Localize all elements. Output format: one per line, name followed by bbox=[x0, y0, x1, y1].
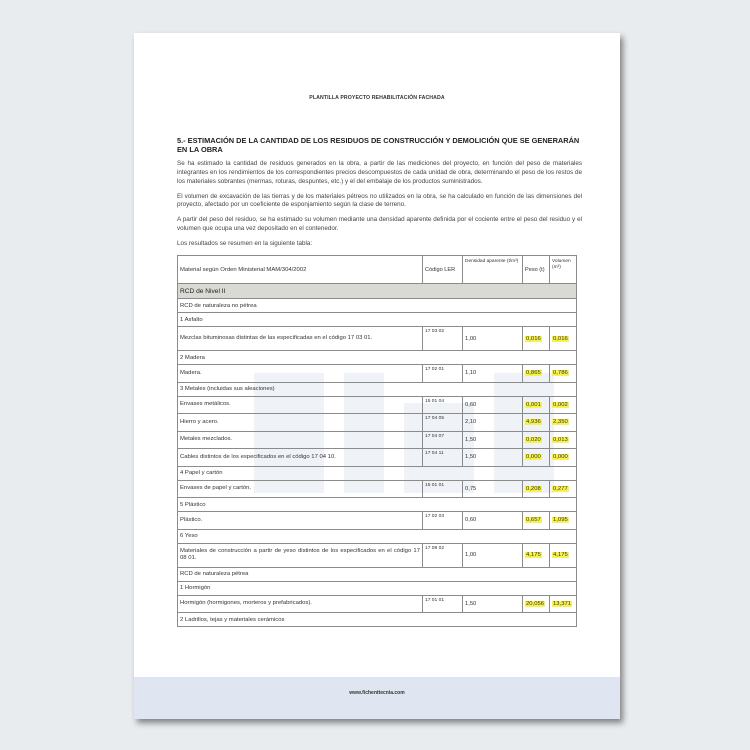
volume-cell bbox=[550, 449, 577, 467]
density-cell: 1,50 bbox=[463, 595, 523, 613]
table-row bbox=[178, 431, 577, 449]
footer-url[interactable]: www.fichenttecnia.com bbox=[349, 690, 405, 696]
document-page bbox=[134, 33, 620, 719]
category-label: 6 Yeso bbox=[178, 529, 577, 543]
category-row bbox=[178, 581, 577, 595]
paragraph: Los resultados se resumen en la siguiente tabla: bbox=[177, 240, 313, 248]
code-cell: 17 04 07 bbox=[423, 431, 463, 449]
volume-value: 0,002 bbox=[553, 401, 568, 408]
table-row bbox=[178, 595, 577, 613]
volume-cell bbox=[550, 327, 577, 351]
volume-cell bbox=[550, 543, 577, 567]
material-cell: Hierro y acero. bbox=[178, 414, 423, 432]
weight-value: 0,865 bbox=[526, 370, 541, 377]
category-row bbox=[178, 313, 577, 327]
volume-cell bbox=[550, 595, 577, 613]
volume-value: 0,016 bbox=[553, 335, 568, 342]
weight-cell bbox=[523, 396, 550, 414]
material-cell: Metales mezclados. bbox=[178, 431, 423, 449]
density-cell: 2,10 bbox=[463, 414, 523, 432]
level-label: RCD de Nivel II bbox=[178, 284, 577, 299]
volume-cell bbox=[550, 414, 577, 432]
material-cell: Materiales de construcción a partir de yeso distintos de los especificados en el código 17 08 01. bbox=[178, 543, 423, 567]
density-cell: 1,00 bbox=[463, 327, 523, 351]
category-label: 4 Papel y cartón bbox=[178, 466, 577, 480]
table-row bbox=[178, 543, 577, 567]
weight-value: 0,001 bbox=[526, 401, 541, 408]
material-cell: Madera. bbox=[178, 365, 423, 383]
material-cell: Cables distintos de los especificados en el código 17 04 10. bbox=[178, 449, 423, 467]
weight-value: 0,016 bbox=[526, 335, 541, 342]
category-label: 1 Asfalto bbox=[178, 313, 577, 327]
weight-value: 0,208 bbox=[526, 485, 541, 492]
table-row bbox=[178, 396, 577, 414]
level-row bbox=[178, 284, 577, 299]
volume-cell bbox=[550, 365, 577, 383]
density-cell: 0,60 bbox=[463, 512, 523, 530]
volume-value: 0,786 bbox=[553, 370, 568, 377]
weight-value: 0,020 bbox=[526, 436, 541, 443]
category-label: 2 Ladrillos, tejas y materiales cerámicos bbox=[178, 613, 577, 627]
category-row bbox=[178, 466, 577, 480]
column-header-volume: Volumen (m³) bbox=[550, 256, 577, 284]
volume-value: 4,175 bbox=[553, 552, 568, 559]
weight-value: 20,056 bbox=[526, 600, 545, 607]
paragraph: A partir del peso del residuo, se ha estimado su volumen mediante una densidad aparente definida por el cociente entre el peso del residuo y el volumen que ocupa una vez depositado en el contenedor. bbox=[177, 216, 582, 233]
category-label: 2 Madera bbox=[178, 351, 577, 365]
weight-cell bbox=[523, 595, 550, 613]
paragraph: Se ha estimado la cantidad de residuos generados en la obra, a partir de las mediciones del proyecto, en función del peso de materiales integrantes en los rendimientos de los correspondientes precios descompuestos de cada unidad de obra, determinando el peso de los restos de los materiales sobrantes (mermas, roturas, despuntes, etc.) y el del embalaje de los productos suministrados. bbox=[177, 159, 582, 185]
code-cell: 17 04 05 bbox=[423, 414, 463, 432]
table-row bbox=[178, 480, 577, 498]
page-footer bbox=[134, 677, 620, 719]
category-row bbox=[178, 351, 577, 365]
density-cell: 1,00 bbox=[463, 543, 523, 567]
column-header-weight: Peso (t) bbox=[523, 256, 550, 284]
group-row bbox=[178, 567, 577, 581]
weight-cell bbox=[523, 414, 550, 432]
table-header-row bbox=[178, 256, 577, 284]
weight-cell bbox=[523, 431, 550, 449]
category-row bbox=[178, 498, 577, 512]
weight-value: 0,000 bbox=[526, 454, 541, 461]
material-cell: Envases metálicos. bbox=[178, 396, 423, 414]
paragraph: El volumen de excavación de las tierras y de los materiales pétreos no utilizados en la obra, se ha calculado en función de las dimensiones del proyecto, afectado por un coeficiente de esponjamiento según la clase de terreno. bbox=[177, 192, 582, 209]
category-label: 3 Metales (incluidas sus aleaciones) bbox=[178, 382, 577, 396]
weight-value: 4,936 bbox=[526, 419, 541, 426]
table-row bbox=[178, 414, 577, 432]
table-row bbox=[178, 512, 577, 530]
volume-value: 2,350 bbox=[553, 419, 568, 426]
code-cell: 17 02 03 bbox=[423, 512, 463, 530]
table-row bbox=[178, 365, 577, 383]
volume-cell bbox=[550, 480, 577, 498]
weight-cell bbox=[523, 480, 550, 498]
category-row bbox=[178, 382, 577, 396]
material-cell: Hormigón (hormigones, morteros y prefabricados). bbox=[178, 595, 423, 613]
volume-cell bbox=[550, 512, 577, 530]
table-row bbox=[178, 327, 577, 351]
density-cell: 0,60 bbox=[463, 396, 523, 414]
material-cell: Envases de papel y cartón. bbox=[178, 480, 423, 498]
weight-value: 0,657 bbox=[526, 517, 541, 524]
code-cell: 17 01 01 bbox=[423, 595, 463, 613]
density-cell: 1,10 bbox=[463, 365, 523, 383]
category-label: 5 Plástico bbox=[178, 498, 577, 512]
volume-value: 0,013 bbox=[553, 436, 568, 443]
weight-cell bbox=[523, 327, 550, 351]
weight-cell bbox=[523, 512, 550, 530]
code-cell: 17 03 02 bbox=[423, 327, 463, 351]
material-cell: Plástico. bbox=[178, 512, 423, 530]
weight-cell bbox=[523, 543, 550, 567]
volume-value: 0,000 bbox=[553, 454, 568, 461]
column-header-density: Densidad aparente (t/m³) bbox=[463, 256, 523, 284]
group-label: RCD de naturaleza no pétrea bbox=[178, 299, 577, 313]
weight-value: 4,175 bbox=[526, 552, 541, 559]
code-cell: 17 04 11 bbox=[423, 449, 463, 467]
page-header-title: PLANTILLA PROYECTO REHABILITACIÓN FACHADA bbox=[309, 95, 445, 101]
column-header-material: Material según Orden Ministerial MAM/304/2002 bbox=[178, 256, 423, 284]
column-header-code: Código LER bbox=[423, 256, 463, 284]
page-content bbox=[177, 136, 582, 627]
group-label: RCD de naturaleza pétrea bbox=[178, 567, 577, 581]
weight-cell bbox=[523, 449, 550, 467]
code-cell: 15 01 01 bbox=[423, 480, 463, 498]
group-row bbox=[178, 299, 577, 313]
table-row bbox=[178, 449, 577, 467]
weight-cell bbox=[523, 365, 550, 383]
volume-cell bbox=[550, 431, 577, 449]
volume-value: 13,371 bbox=[553, 600, 572, 607]
volume-value: 0,277 bbox=[553, 485, 568, 492]
material-cell: Mezclas bituminosas distintas de las especificadas en el código 17 03 01. bbox=[178, 327, 423, 351]
density-cell: 1,50 bbox=[463, 431, 523, 449]
waste-table bbox=[177, 255, 577, 627]
density-cell: 1,50 bbox=[463, 449, 523, 467]
volume-value: 1,095 bbox=[553, 517, 568, 524]
category-label: 1 Hormigón bbox=[178, 581, 577, 595]
code-cell: 17 02 01 bbox=[423, 365, 463, 383]
section-title: 5.- ESTIMACIÓN DE LA CANTIDAD DE LOS RESIDUOS DE CONSTRUCCIÓN Y DEMOLICIÓN QUE SE GENERARÁN EN LA OBRA bbox=[177, 136, 580, 155]
code-cell: 17 08 02 bbox=[423, 543, 463, 567]
code-cell: 15 01 04 bbox=[423, 396, 463, 414]
category-row bbox=[178, 613, 577, 627]
volume-cell bbox=[550, 396, 577, 414]
category-row bbox=[178, 529, 577, 543]
density-cell: 0,75 bbox=[463, 480, 523, 498]
